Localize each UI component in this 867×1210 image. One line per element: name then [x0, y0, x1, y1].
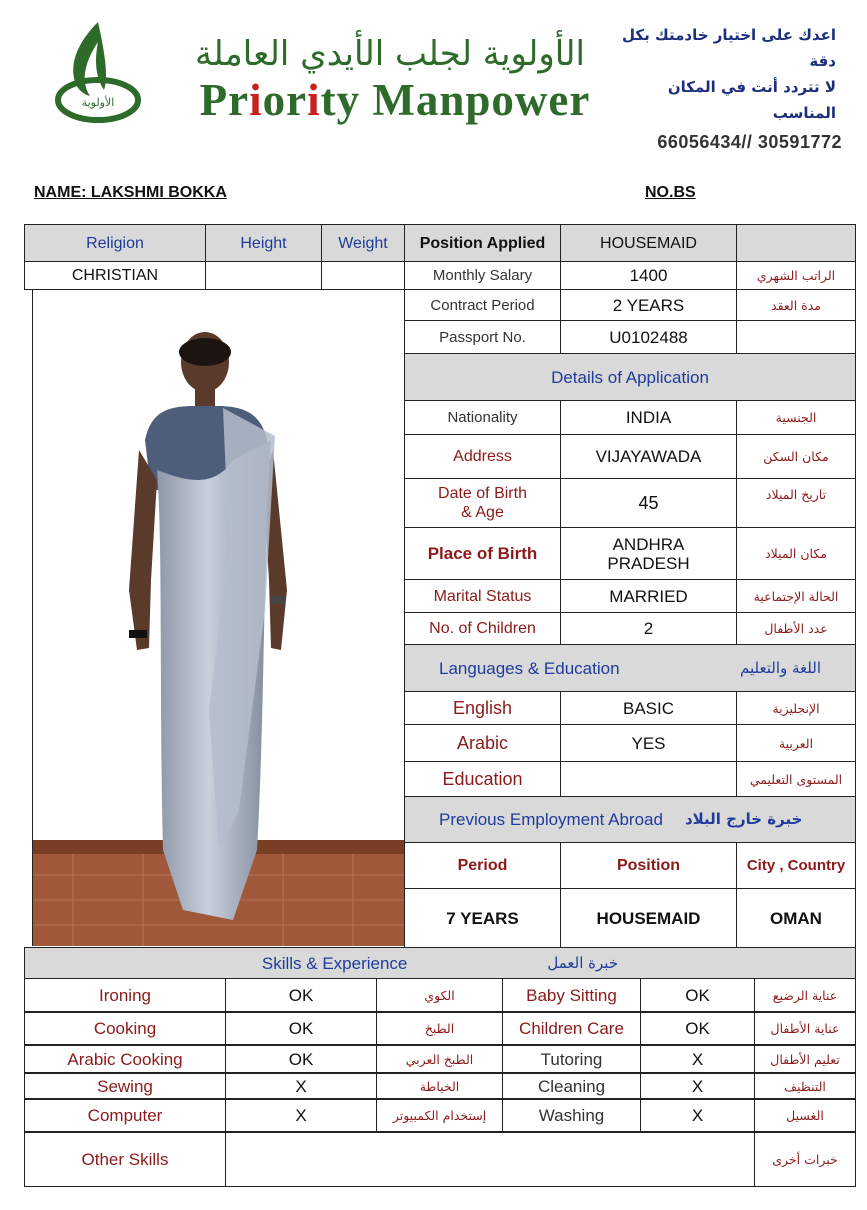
position-applied-label: Position Applied — [404, 224, 561, 262]
age-value: 45 — [560, 478, 737, 528]
salary-arabic: الراتب الشهري — [736, 261, 856, 290]
skill-right-value: X — [640, 1098, 755, 1133]
skill-right-value: X — [640, 1044, 755, 1074]
height-value — [205, 261, 322, 290]
skill-left-arabic: إستخدام الكمبيوتر — [376, 1098, 503, 1133]
education-label: Education — [404, 761, 561, 797]
logo-lettering: الأولوية — [81, 96, 115, 109]
pob-arabic: مكان الميلاد — [736, 527, 856, 580]
skill-right-value: OK — [640, 1011, 755, 1046]
english-label: English — [404, 691, 561, 725]
company-logo — [52, 18, 144, 124]
pob-label: Place of Birth — [404, 527, 561, 580]
skill-right-label: Tutoring — [502, 1044, 641, 1074]
skill-left-value: OK — [225, 1011, 377, 1046]
other-skills-arabic: خبرات أخرى — [754, 1131, 856, 1187]
arabic-value: YES — [560, 724, 737, 762]
salary-value: 1400 — [560, 261, 737, 290]
skill-right-label: Children Care — [502, 1011, 641, 1046]
reference-number: NO.BS — [645, 184, 696, 201]
languages-heading: Languages & Education اللغة والتعليم — [404, 644, 856, 692]
skills-heading: Skills & Experience خبرة العمل — [24, 947, 856, 979]
skill-left-label: Arabic Cooking — [24, 1044, 226, 1074]
nationality-label: Nationality — [404, 400, 561, 435]
skill-right-label: Washing — [502, 1098, 641, 1133]
height-header: Height — [205, 224, 322, 262]
skill-left-label: Sewing — [24, 1072, 226, 1100]
marital-label: Marital Status — [404, 579, 561, 613]
passport-value: U0102488 — [560, 320, 737, 354]
nationality-arabic: الجنسية — [736, 400, 856, 435]
tagline-line-2: لا تتردد أنت في المكان المناسب — [667, 78, 836, 122]
arabic-label: Arabic — [404, 724, 561, 762]
children-arabic: عدد الأطفال — [736, 612, 856, 645]
skill-right-label: Cleaning — [502, 1072, 641, 1100]
arabic-arabic: العربية — [736, 724, 856, 762]
skill-right-value: OK — [640, 978, 755, 1013]
tagline — [612, 22, 836, 126]
skill-right-arabic: عناية الأطفال — [754, 1011, 856, 1046]
children-label: No. of Children — [404, 612, 561, 645]
skill-left-arabic: الطبخ العربي — [376, 1044, 503, 1074]
skill-left-value: OK — [225, 978, 377, 1013]
dob-label: Date of Birth & Age — [404, 478, 561, 528]
location-header: City , Country — [736, 842, 856, 889]
location-value: OMAN — [736, 888, 856, 948]
skill-left-value: X — [225, 1098, 377, 1133]
dob-arabic: تاريخ الميلاد — [736, 478, 856, 528]
pob-value: ANDHRA PRADESH — [560, 527, 737, 580]
skill-left-label: Ironing — [24, 978, 226, 1013]
skill-left-label: Computer — [24, 1098, 226, 1133]
position-applied-arabic — [736, 224, 856, 262]
skill-left-arabic: الطبخ — [376, 1011, 503, 1046]
address-value: VIJAYAWADA — [560, 434, 737, 479]
skill-right-arabic: الغسيل — [754, 1098, 856, 1133]
position-applied-value: HOUSEMAID — [560, 224, 737, 262]
marital-value: MARRIED — [560, 579, 737, 613]
period-value: 7 YEARS — [404, 888, 561, 948]
skill-right-arabic: التنظيف — [754, 1072, 856, 1100]
candidate-photo — [32, 290, 405, 946]
company-name-english: Priority Manpower — [199, 75, 591, 125]
skill-left-arabic: الخياطة — [376, 1072, 503, 1100]
skill-left-value: OK — [225, 1044, 377, 1074]
contract-label: Contract Period — [404, 289, 561, 321]
skill-left-value: X — [225, 1072, 377, 1100]
skill-right-arabic: عناية الرضيع — [754, 978, 856, 1013]
other-skills-label: Other Skills — [24, 1131, 226, 1187]
skill-right-label: Baby Sitting — [502, 978, 641, 1013]
address-arabic: مكان السكن — [736, 434, 856, 479]
phone-numbers: 66056434// 30591772 — [657, 132, 842, 152]
details-heading: Details of Application — [404, 353, 856, 401]
children-value: 2 — [560, 612, 737, 645]
employment-heading: Previous Employment Abroad خبرة خارج البلاد — [404, 796, 856, 843]
weight-header: Weight — [321, 224, 405, 262]
emp-position-value: HOUSEMAID — [560, 888, 737, 948]
nationality-value: INDIA — [560, 400, 737, 435]
company-name-arabic: الأولوية لجلب الأيدي العاملة — [195, 34, 585, 74]
candidate-name: NAME: LAKSHMI BOKKA — [34, 184, 227, 201]
passport-label: Passport No. — [404, 320, 561, 354]
emp-position-header: Position — [560, 842, 737, 889]
passport-arabic — [736, 320, 856, 354]
contract-value: 2 YEARS — [560, 289, 737, 321]
other-skills-value — [225, 1131, 755, 1187]
religion-value: CHRISTIAN — [24, 261, 206, 290]
skill-left-label: Cooking — [24, 1011, 226, 1046]
period-header: Period — [404, 842, 561, 889]
skill-left-arabic: الكوي — [376, 978, 503, 1013]
education-arabic: المستوى التعليمي — [736, 761, 856, 797]
skill-right-arabic: تعليم الأطفال — [754, 1044, 856, 1074]
tagline-line-1: اعدك على اختيار خادمتك بكل دقة — [622, 26, 836, 70]
address-label: Address — [404, 434, 561, 479]
english-value: BASIC — [560, 691, 737, 725]
marital-arabic: الحالة الإجتماعية — [736, 579, 856, 613]
skill-right-value: X — [640, 1072, 755, 1100]
weight-value — [321, 261, 405, 290]
education-value — [560, 761, 737, 797]
religion-header: Religion — [24, 224, 206, 262]
contract-arabic: مدة العقد — [736, 289, 856, 321]
english-arabic: الإنجليزية — [736, 691, 856, 725]
salary-label: Monthly Salary — [404, 261, 561, 290]
